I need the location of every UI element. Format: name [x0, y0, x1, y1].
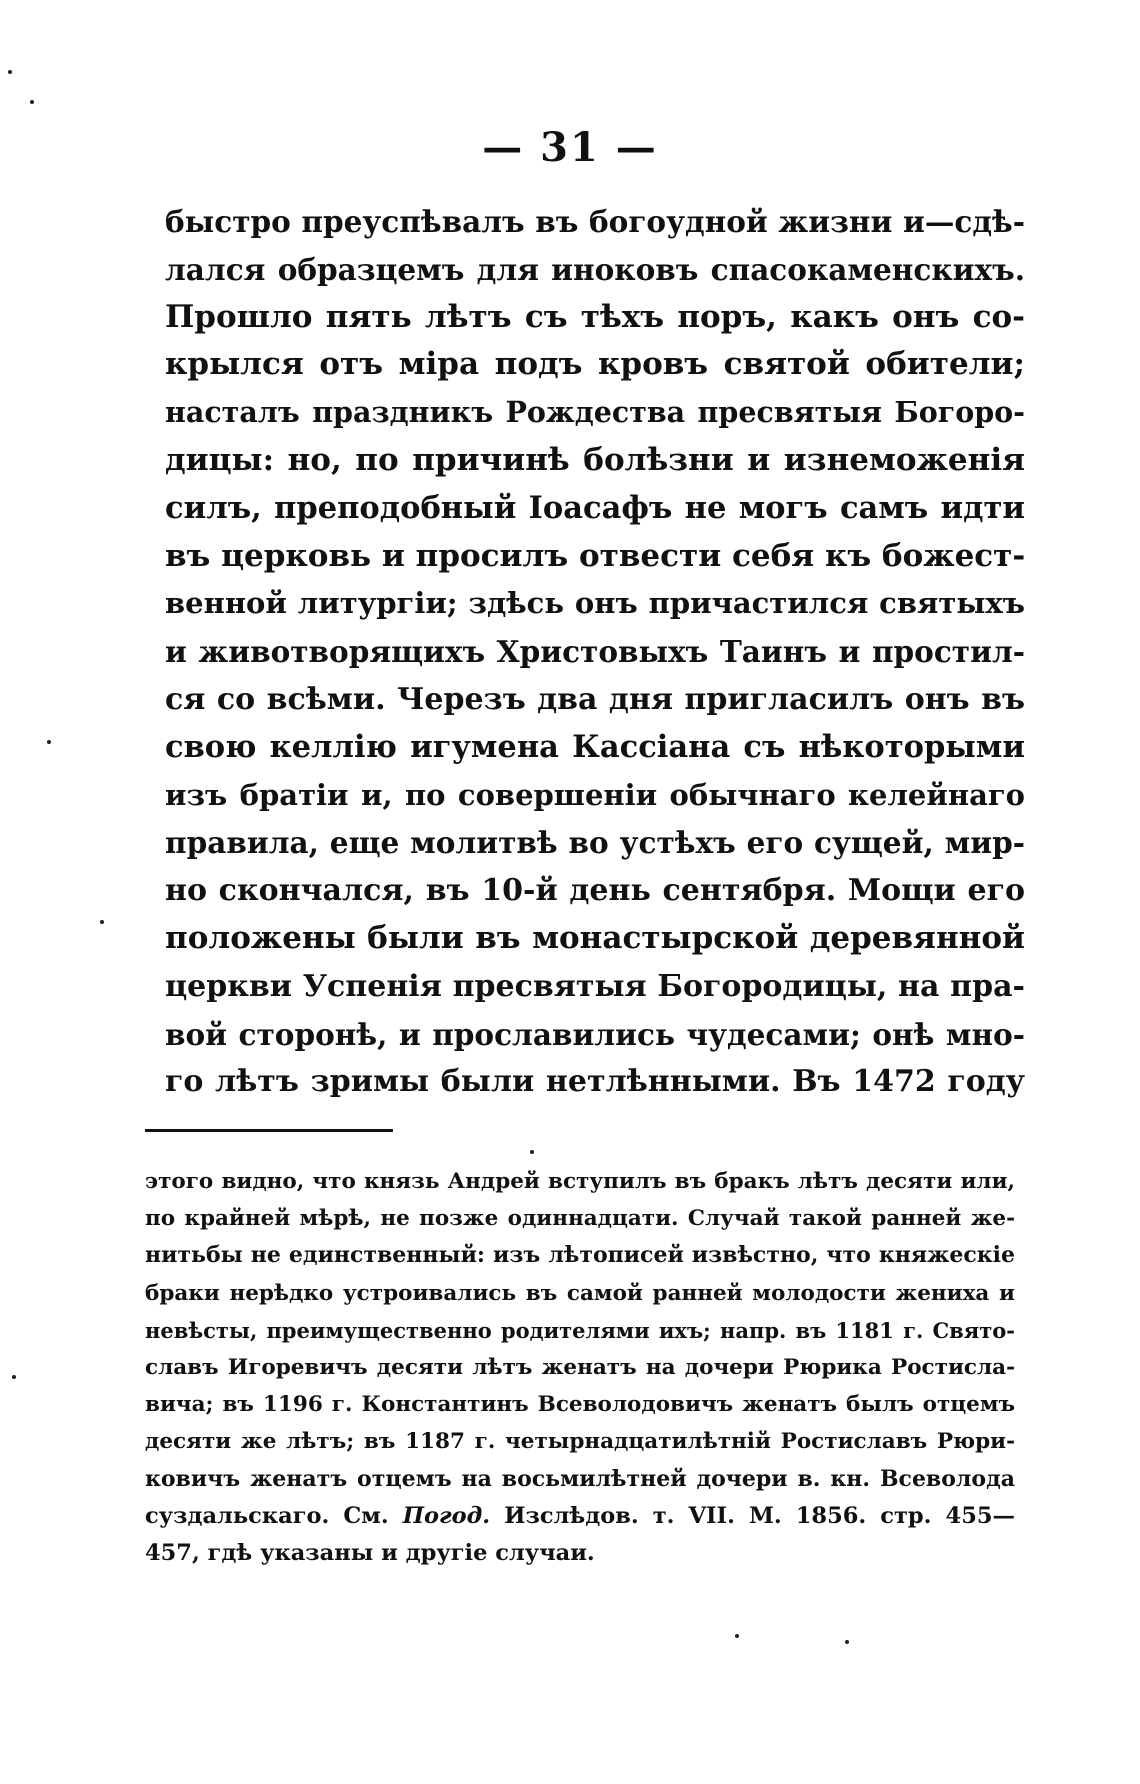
footnote-line: нитьбы не единственный: изъ лѣтописей извѣстно, что княжескіе: [145, 1242, 1015, 1269]
text-line: положены были въ монастырской деревянной: [165, 919, 1025, 956]
text-line: церкви Успенія пресвятыя Богородицы, на пра-: [165, 968, 1025, 1004]
text-line: го лѣтъ зримы были нетлѣнными. Въ 1472 году: [165, 1064, 1025, 1100]
text-line: силъ, преподобный Іоасафъ не могъ самъ идти: [165, 489, 1025, 526]
scan-speck: [530, 1150, 534, 1154]
citation-prefix: суздальскаго. См.: [145, 1502, 403, 1529]
text-line: въ церковь и просилъ отвести себя къ божест-: [165, 537, 1025, 574]
text-line: быстро преуспѣвалъ въ богоудной жизни и—сдѣ-: [165, 204, 1025, 239]
text-line: крылся отъ міра подъ кровъ святой обители;: [165, 346, 1025, 383]
footnote-line: браки нерѣдко устроивались въ самой ранней молодости жениха и: [145, 1280, 1015, 1306]
footnote-line: десяти же лѣтъ; въ 1187 г. четырнадцатилѣтній Ростиславъ Рюри-: [145, 1429, 1015, 1455]
main-text: [165, 198, 1025, 1106]
citation-rest: Изслѣдов. т. VII. М. 1856. стр. 455—: [490, 1502, 1015, 1529]
text-line: свою келлію игумена Кассіана съ нѣкоторыми: [165, 728, 1025, 765]
text-line: дицы: но, по причинѣ болѣзни и изнеможенія: [165, 441, 1025, 478]
text-line: изъ братіи и, по совершеніи обычнаго келейнаго: [165, 777, 1025, 812]
text-line: ся со всѣми. Черезъ два дня пригласилъ онъ въ: [165, 681, 1025, 717]
footnote-line: вича; въ 1196 г. Константинъ Всеволодовичъ женатъ былъ отцемъ: [145, 1392, 1015, 1418]
scan-speck: [47, 740, 51, 744]
footnote-line: невѣсты, преимущественно родителями ихъ; напр. въ 1181 г. Свято-: [145, 1317, 1015, 1343]
footnote: [145, 1163, 1015, 1572]
page-number: — 31 —: [482, 124, 658, 171]
text-line: венной литургіи; здѣсь онъ причастился святыхъ: [165, 586, 1025, 621]
footnote-line: славъ Игоревичъ десяти лѣтъ женатъ на дочери Рюрика Ростисла-: [145, 1354, 1015, 1380]
text-line: вой сторонѣ, и прославились чудесами; онѣ мно-: [165, 1016, 1025, 1052]
scan-speck: [12, 1375, 16, 1379]
footnote-line: этого видно, что князь Андрей вступилъ въ бракъ лѣтъ десяти или,: [145, 1169, 1015, 1194]
footnote-divider: [145, 1129, 393, 1132]
scan-speck: [30, 100, 34, 104]
text-line: насталъ праздникъ Рождества пресвятыя Богоро-: [165, 395, 1025, 430]
text-line: но скончался, въ 10-й день сентября. Мощи его: [165, 873, 1025, 909]
scan-speck: [100, 920, 104, 924]
scan-speck: [845, 1640, 849, 1644]
text-line: Прошло пять лѣтъ съ тѣхъ поръ, какъ онъ со-: [165, 298, 1025, 335]
text-line: правила, еще молитвѣ во устѣхъ его сущей, мир-: [165, 825, 1025, 861]
scan-speck: [735, 1634, 739, 1638]
text-line: и животворящихъ Христовыхъ Таинъ и простил-: [165, 634, 1025, 670]
footnote-line: по крайней мѣрѣ, не позже одиннадцати. Случай такой ранней же-: [145, 1206, 1015, 1232]
footnote-line: ковичъ женатъ отцемъ на восьмилѣтней дочери в. кн. Всеволода: [145, 1465, 1015, 1492]
footnote-line-citation: [145, 1498, 1015, 1535]
citation-author: Погод.: [402, 1502, 491, 1529]
scan-speck: [8, 70, 12, 74]
footnote-line: 457, гдѣ указаны и другіе случаи.: [145, 1539, 595, 1566]
text-line: лался образцемъ для иноковъ спасокаменскихъ.: [165, 251, 1025, 287]
